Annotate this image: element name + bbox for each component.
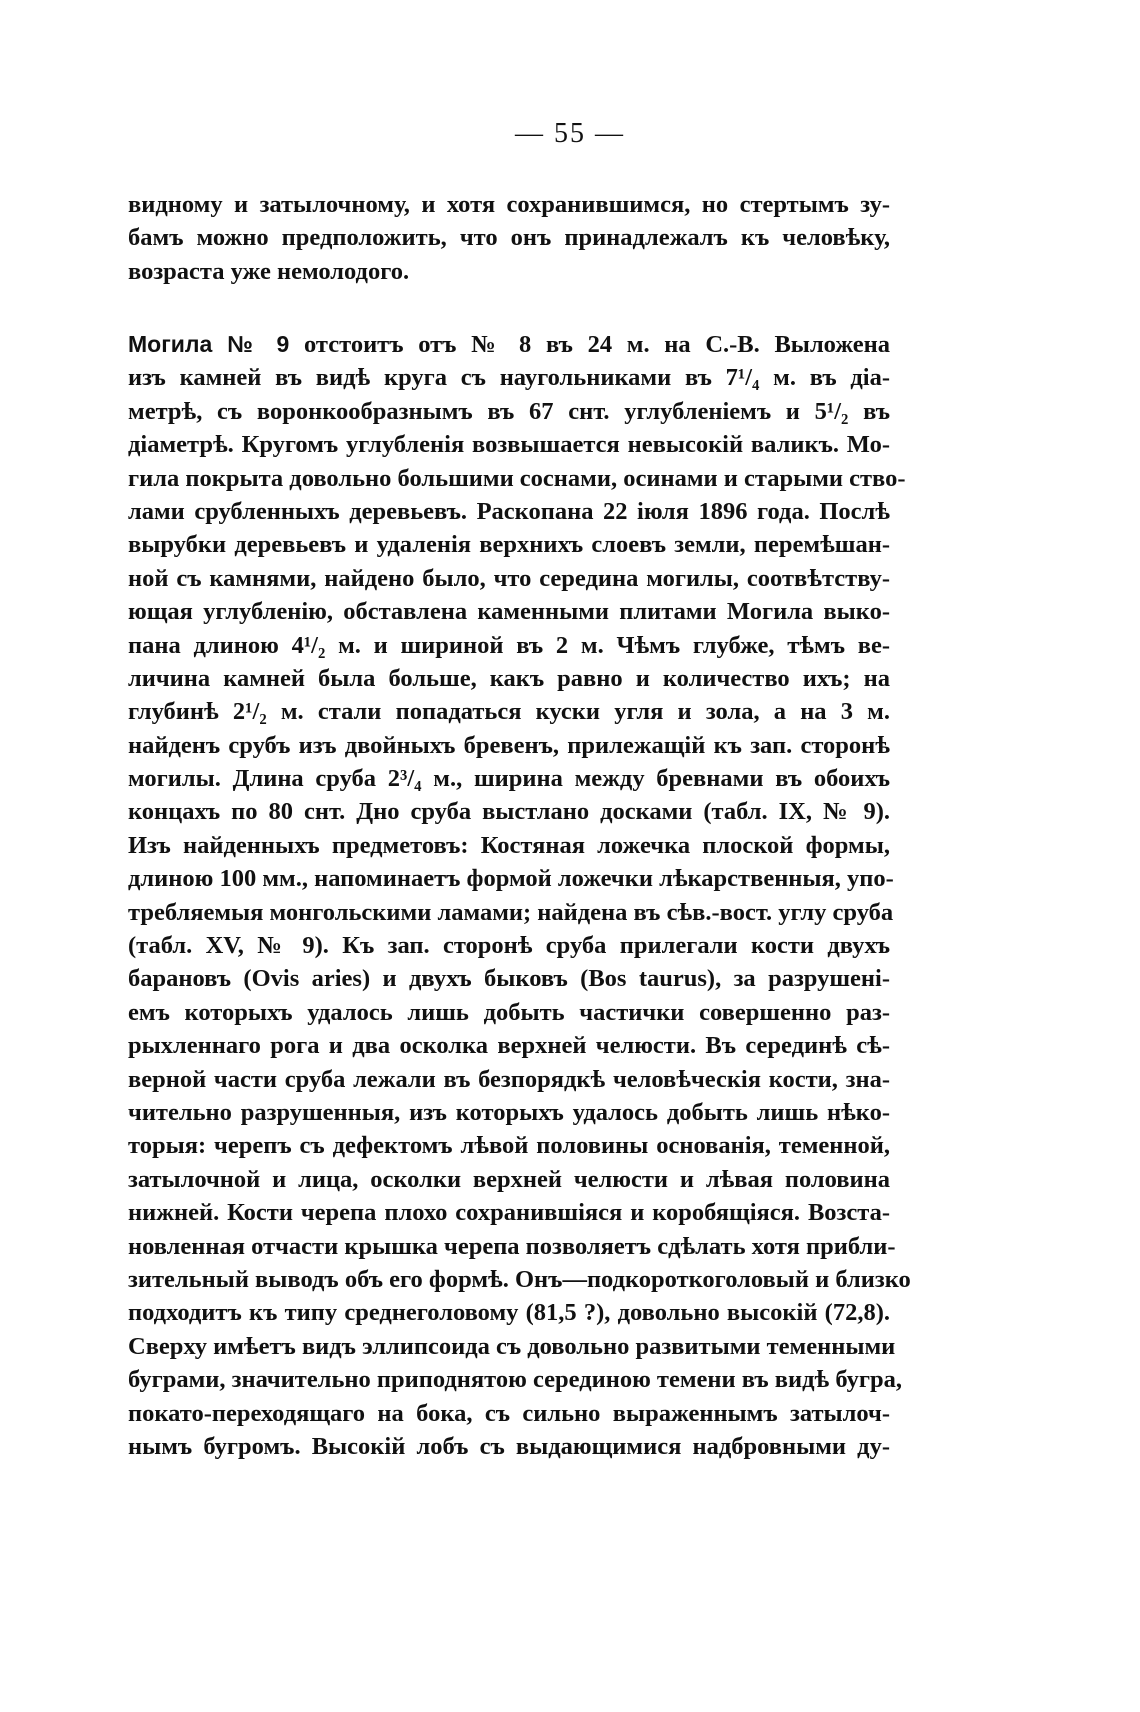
text-line: (табл. XV, № 9). Къ зап. сторонѣ сруба прилегали кости двухъ — [128, 932, 890, 960]
text-line: емъ которыхъ удалось лишь добыть частички совершенно раз- — [128, 998, 890, 1026]
text-line: буграми, значительно приподнятою серединою темени въ видѣ бугра, — [128, 1366, 903, 1394]
grave-heading: Могила № 9 — [128, 331, 290, 357]
text-line: Изъ найденныхъ предметовъ: Костяная ложечка плоской формы, — [128, 831, 890, 859]
text-line: покато-переходящаго на бока, съ сильно выраженнымъ затылоч- — [128, 1399, 890, 1427]
paragraph-grave-9 — [128, 328, 911, 1463]
text-line: барановъ (Ovis aries) и двухъ быковъ (Bos taurus), за разрушенi- — [128, 965, 890, 993]
text-line: чительно разрушенныя, изъ которыхъ удалось добыть лишь нѣко- — [128, 1098, 890, 1126]
text-line: ной съ камнями, найдено было, что середина могилы, соотвѣтству- — [128, 564, 890, 592]
text-line: могилы. Длина сруба 2³/₄ м., ширина между бревнами въ обоихъ — [128, 765, 890, 793]
text-line: рыхленнаго рога и два осколка верхней челюсти. Въ серединѣ сѣ- — [128, 1032, 890, 1060]
text-line: нымъ бугромъ. Высокiй лобъ съ выдающимися надбровными ду- — [128, 1432, 890, 1460]
text-line-rest: отстоитъ отъ № 8 въ 24 м. на С.-В. Выложена — [303, 331, 891, 358]
text-line: возраста уже немолодого. — [128, 257, 410, 285]
text-line: зительный выводъ объ его формѣ. Онъ—подкороткоголовый и близко — [128, 1265, 911, 1293]
text-line: лами срубленныхъ деревьевъ. Раскопана 22 iюля 1896 года. Послѣ — [128, 497, 890, 525]
text-line: Сверху имѣетъ видъ эллипсоида съ довольно развитыми теменными — [128, 1332, 896, 1360]
text-line: гила покрыта довольно большими соснами, осинами и старыми ство- — [128, 464, 906, 492]
text-line: вырубки деревьевъ и удаленiя верхнихъ слоевъ земли, перемѣшан- — [128, 531, 890, 559]
text-line: метрѣ, съ воронкообразнымъ въ 67 снт. углубленiемъ и 5¹/₂ въ — [128, 397, 890, 425]
text-line: концахъ по 80 снт. Дно сруба выстлано досками (табл. IX, № 9). — [128, 798, 890, 826]
text-line: нижней. Кости черепа плохо сохранившiяся и коробящiяся. Возста- — [128, 1199, 890, 1227]
text-line: новленная отчасти крышка черепа позволяетъ сдѣлать хотя прибли- — [128, 1232, 896, 1260]
text-line: видному и затылочному, и хотя сохранившимся, но стертымъ зу- — [128, 191, 890, 218]
text-line: личина камней была больше, какъ равно и количество ихъ; на — [128, 664, 890, 692]
text-line: затылочной и лица, осколки верхней челюсти и лѣвая половина — [128, 1165, 890, 1193]
text-line: изъ камней въ видѣ круга съ наугольниками въ 7¹/₄ м. въ дiа- — [128, 364, 890, 392]
page-number: — 55 — — [515, 118, 625, 149]
text-line-first — [128, 328, 890, 361]
text-line: бамъ можно предположить, что онъ принадлежалъ къ человѣку, — [128, 224, 890, 252]
text-line: верной части сруба лежали въ безпорядкѣ человѣческiя кости, зна- — [128, 1065, 890, 1093]
text-line: пана длиною 4¹/₂ м. и шириной въ 2 м. Чѣмъ глубже, тѣмъ ве- — [128, 631, 890, 659]
text-line: торыя: черепъ съ дефектомъ лѣвой половины основанiя, теменной, — [128, 1132, 890, 1160]
text-line: глубинѣ 2¹/₂ м. стали попадаться куски угля и зола, а на 3 м. — [128, 698, 890, 726]
text-line: ющая углубленiю, обставлена каменными плитами Могила выко- — [128, 598, 890, 626]
text-line: требляемыя монгольскими ламами; найдена въ сѣв.-вост. углу сруба — [128, 898, 894, 926]
paragraph-continuation — [128, 188, 890, 288]
text-line: дiаметрѣ. Кругомъ углубленiя возвышается невысокiй валикъ. Мо- — [128, 431, 890, 459]
text-line: найденъ срубъ изъ двойныхъ бревенъ, прилежащiй къ зап. сторонѣ — [128, 731, 890, 759]
text-line: подходитъ къ типу среднеголовому (81,5 ?), довольно высокiй (72,8). — [128, 1299, 890, 1327]
text-line: длиною 100 мм., напоминаетъ формой ложечки лѣкарственныя, упо- — [128, 865, 894, 893]
